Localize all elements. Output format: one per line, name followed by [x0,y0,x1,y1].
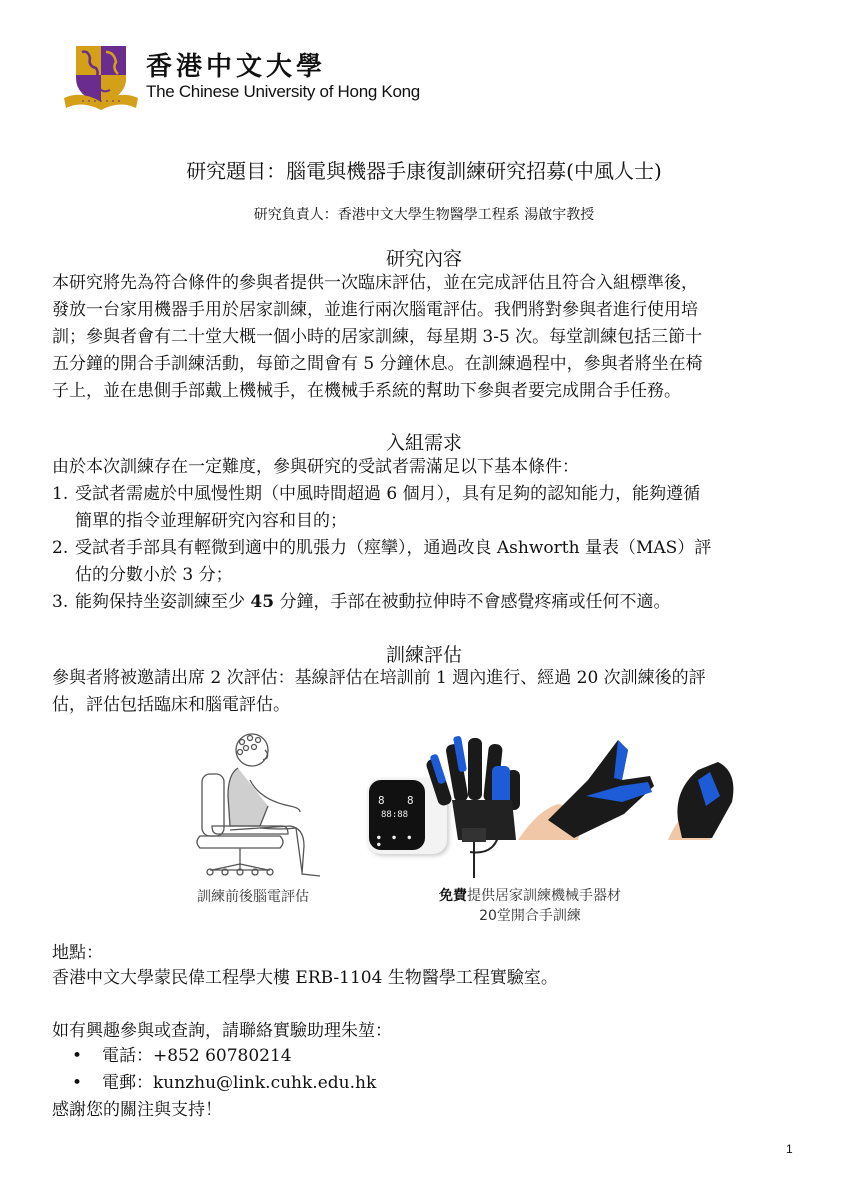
gloves-on-hands-image [518,740,748,850]
page-number: 1 [786,1142,793,1156]
paragraph-line: 估，評估包括臨床和腦電評估。 [52,695,290,715]
display-time: 88:88 [381,810,409,820]
eligibility-item-2 [52,535,800,589]
contact-phone-item [72,1043,292,1070]
contact-email[interactable]: 電郵：kunzhu@link.cuhk.edu.hk [102,1073,377,1093]
section-heading-assessment: 訓練評估 [385,644,462,666]
bullet-icon: • [72,1046,83,1066]
assessment-paragraph [52,665,800,719]
caption-sessions: 20堂開合手訓練 [479,908,581,924]
paragraph-line: 本研究將先為符合條件的參與者提供一次臨床評估，並在完成評估且符合入組標準後， [52,273,698,293]
study-title: 研究題目：腦電與機器手康復訓練研究招募(中風人士) [186,159,662,183]
paragraph-line: 訓；參與者會有二十堂大概一個小時的居家訓練，每星期 3-5 次。每堂訓練包括三節十 [52,327,703,347]
contact-phone: 電話：+852 60780214 [102,1046,292,1066]
paragraph-line: 發放一台家用機器手用於居家訓練，並進行兩次腦電評估。我們將對參與者進行使用培 [52,300,698,320]
list-text-bold: 45 [250,592,275,612]
eeg-seated-person-illustration [190,730,350,880]
list-number: 3. [52,592,69,612]
section-heading-content: 研究內容 [385,248,462,270]
eligibility-item-1 [52,481,800,535]
list-line: 受試者手部具有輕微到適中的肌張力（痙攣），通過改良 Ashworth 量表（MAS）評 [75,538,712,558]
location-label: 地點： [52,943,103,963]
control-buttons-icon: ● ● ● ● [377,834,416,848]
caption-eeg-assessment: 訓練前後腦電評估 [197,889,309,905]
list-text-part: 分鐘，手部在被動拉伸時不會感覺疼痛或任何不適。 [274,592,671,612]
list-text [75,589,670,616]
list-number: 1. [52,484,69,504]
display-digit: 8 [407,794,414,807]
controller-display [369,780,425,850]
list-line: 受試者需處於中風慢性期（中風時間超過 6 個月），具有足夠的認知能力，能夠遵循 [75,484,701,504]
paragraph-line: 子上，並在患側手部戴上機械手，在機械手系統的幫助下參與者要完成開合手任務。 [52,381,681,401]
logo-english-name: The Chinese University of Hong Kong [146,82,420,101]
caption-bold-text: 免費 [439,888,467,904]
principal-investigator: 研究負責人：香港中文大學生物醫學工程系 湯啟宇教授 [253,207,595,223]
caption-free-equipment [400,886,660,926]
list-text [75,481,700,535]
section-heading-eligibility: 入組需求 [385,432,462,454]
eligibility-intro: 由於本次訓練存在一定難度，參與研究的受試者需滿足以下基本條件： [52,457,579,477]
list-number: 2. [52,538,69,558]
contact-email-item [72,1070,376,1097]
list-line: 簡單的指令並理解研究內容和目的； [75,511,347,531]
contact-intro: 如有興趣參與或查詢，請聯絡實驗助理朱堃： [52,1021,392,1041]
caption-text: 提供居家訓練機械手器材 [467,888,621,904]
list-text-part: 能夠保持坐姿訓練至少 [75,592,251,612]
bullet-icon: • [72,1073,83,1093]
paragraph-line: 參與者將被邀請出席 2 次評估：基線評估在培訓前 1 週內進行、經過 20 次訓練後的評 [52,668,706,688]
list-line: 估的分數小於 3 分； [75,565,233,585]
display-digit: 8 [378,794,385,807]
thanks-text: 感謝您的關注與支持！ [52,1100,222,1120]
logo-chinese-name: 香港中文大學 [146,52,327,82]
content-paragraph [52,270,800,405]
cuhk-crest-icon [62,42,140,112]
paragraph-line: 五分鐘的開合手訓練活動，每節之間會有 5 分鐘休息。在訓練過程中，參與者將坐在椅 [52,354,703,374]
list-text [75,535,711,589]
training-figure [190,730,750,880]
eligibility-item-3 [52,589,800,616]
location-address: 香港中文大學蒙民偉工程學大樓 ERB-1104 生物醫學工程實驗室。 [52,968,558,988]
university-logo [62,42,442,112]
